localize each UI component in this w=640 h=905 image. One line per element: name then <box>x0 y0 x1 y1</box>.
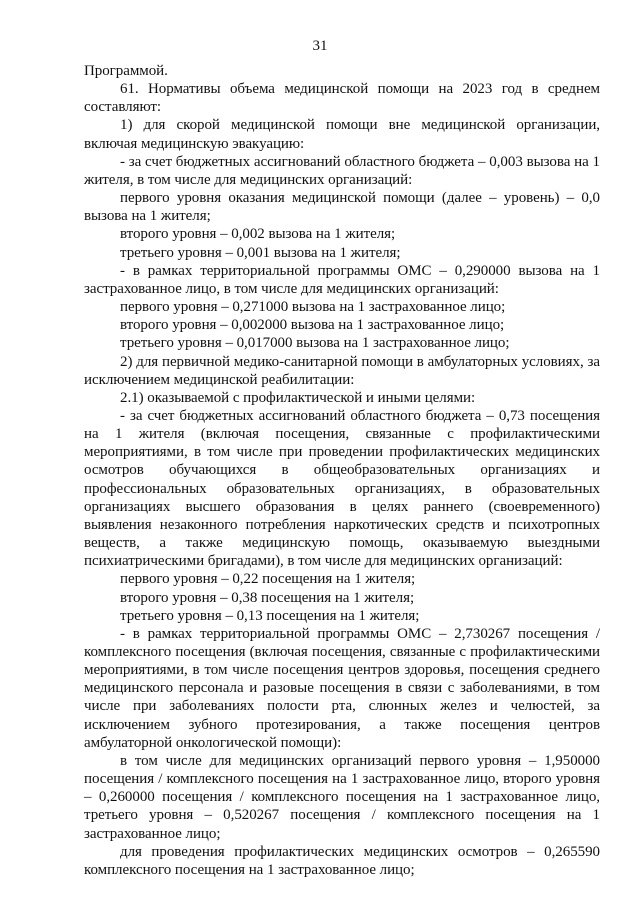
paragraph: первого уровня оказания медицинской помощи (далее – уровень) – 0,0 вызова на 1 жителя; <box>84 190 600 225</box>
paragraph: третьего уровня – 0,017000 вызова на 1 застрахованное лицо; <box>120 335 510 352</box>
paragraph: 2.1) оказываемой с профилактической и иными целями: <box>120 389 476 406</box>
paragraph: 1) для скорой медицинской помощи вне медицинской организации, включая медицинскую эвакуацию: <box>84 117 600 152</box>
paragraph: 2) для первичной медико-санитарной помощи в амбулаторных условиях, за исключением медицинской реабилитации: <box>84 353 600 388</box>
paragraph: для проведения профилактических медицинских осмотров – 0,265590 комплексного посещения на 1 застрахованное лицо; <box>84 843 600 878</box>
paragraph: - в рамках территориальной программы ОМС – 0,290000 вызова на 1 застрахованное лицо, в том числе для медицинских организаций: <box>84 262 600 297</box>
page-number: 31 <box>312 38 328 54</box>
paragraph: второго уровня – 0,002 вызова на 1 жителя; <box>120 226 396 243</box>
paragraph: третьего уровня – 0,001 вызова на 1 жителя; <box>120 244 401 261</box>
paragraph: второго уровня – 0,002000 вызова на 1 застрахованное лицо; <box>120 317 505 334</box>
paragraph: 61. Нормативы объема медицинской помощи на 2023 год в среднем составляют: <box>84 81 600 116</box>
paragraph: третьего уровня – 0,13 посещения на 1 жителя; <box>120 607 420 624</box>
paragraph: второго уровня – 0,38 посещения на 1 жителя; <box>120 589 415 606</box>
paragraph: в том числе для медицинских организаций первого уровня – 1,950000 посещения / комплексного посещения на 1 застрахованное лицо, второго уровня – 0,260000 посещения / комплексного посещения на 1 застрахованное лицо, третьего уровня – 0,520267 посещения / комплексного посещения на 1 застрахованное лицо; <box>84 752 600 842</box>
paragraph: - в рамках территориальной программы ОМС – 2,730267 посещения / комплексного посещения (включая посещения, связанные с профилактическими мероприятиями, в том числе посещения центров здоровья, посещения среднего медицинского персонала и разовые посещения в связи с заболеваниями, в том числе при заболеваниях полости рта, слюнных желез и челюстей, за исключением зубного протезирования, а также посещения центров амбулаторной онкологической помощи): <box>84 625 600 751</box>
paragraph: - за счет бюджетных ассигнований областного бюджета – 0,73 посещения на 1 жителя (включая посещения, связанные с профилактическими мероприятиями, в том числе при проведении профилактических медицинских осмотров обучающихся в общеобразовательных организациях и профессиональных образовательных организациях, в образовательных организациях высшего образования в целях раннего (своевременного) выявления незаконного потребления наркотических средств и психотропных веществ, а также медицинскую помощь, оказываемую выездными психиатрическими бригадами), в том числе для медицинских организаций: <box>84 407 600 570</box>
paragraph: первого уровня – 0,22 посещения на 1 жителя; <box>120 571 416 588</box>
document-body <box>84 62 600 879</box>
paragraph: Программой. <box>84 63 168 79</box>
paragraph: первого уровня – 0,271000 вызова на 1 застрахованное лицо; <box>120 299 506 316</box>
paragraph: - за счет бюджетных ассигнований областного бюджета – 0,003 вызова на 1 жителя, в том числе для медицинских организаций: <box>84 153 600 188</box>
